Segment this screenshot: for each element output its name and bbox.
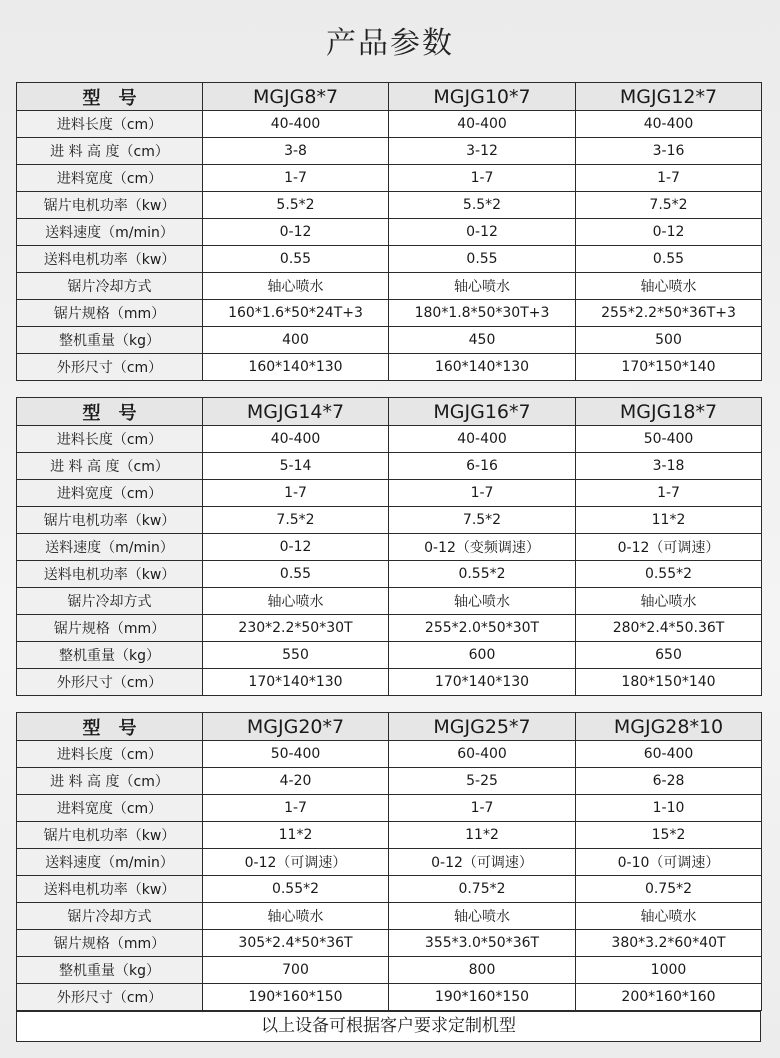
table-row <box>17 984 762 1011</box>
table-row <box>17 426 762 453</box>
param-label-weight: 整机重量（kg） <box>17 957 203 984</box>
param-value: 5.5*2 <box>203 192 389 219</box>
param-value: 700 <box>203 957 389 984</box>
param-label-feed-speed: 送料速度（m/min） <box>17 534 203 561</box>
param-label-feed-speed: 送料速度（m/min） <box>17 849 203 876</box>
param-label-dimensions: 外形尺寸（cm） <box>17 984 203 1011</box>
table-header-row <box>17 713 762 741</box>
model-header-label: 型 号 <box>17 398 203 426</box>
param-value: 0.55 <box>576 246 762 273</box>
table-row <box>17 903 762 930</box>
param-label-cooling-method: 锯片冷却方式 <box>17 903 203 930</box>
param-value: 600 <box>389 642 576 669</box>
param-value: 15*2 <box>576 822 762 849</box>
param-value: 1-7 <box>576 480 762 507</box>
param-value: 3-16 <box>576 138 762 165</box>
model-name: MGJG25*7 <box>389 713 576 741</box>
table-row <box>17 588 762 615</box>
table-row <box>17 480 762 507</box>
table-row <box>17 615 762 642</box>
param-label-blade-spec: 锯片规格（mm） <box>17 300 203 327</box>
param-label-saw-motor-power: 锯片电机功率（kw） <box>17 507 203 534</box>
table-row <box>17 219 762 246</box>
param-value: 50-400 <box>203 741 389 768</box>
param-value: 4-20 <box>203 768 389 795</box>
table-row <box>17 300 762 327</box>
param-label-feed-motor-power: 送料电机功率（kw） <box>17 561 203 588</box>
param-value: 0.55 <box>389 246 576 273</box>
param-value: 0-12（变频调速） <box>389 534 576 561</box>
param-value: 1-7 <box>203 480 389 507</box>
table-row <box>17 957 762 984</box>
param-value: 1-7 <box>389 480 576 507</box>
table-row <box>17 534 762 561</box>
param-value: 180*1.8*50*30T+3 <box>389 300 576 327</box>
model-name: MGJG10*7 <box>389 83 576 111</box>
param-value: 11*2 <box>389 822 576 849</box>
param-value: 450 <box>389 327 576 354</box>
param-value: 305*2.4*50*36T <box>203 930 389 957</box>
table-row <box>17 876 762 903</box>
table-header-row <box>17 83 762 111</box>
page-title: 产品参数 <box>326 26 454 61</box>
param-value: 170*140*130 <box>389 669 576 696</box>
param-value: 1-7 <box>389 795 576 822</box>
param-value: 200*160*160 <box>576 984 762 1011</box>
param-value: 190*160*150 <box>203 984 389 1011</box>
param-value: 650 <box>576 642 762 669</box>
model-name: MGJG8*7 <box>203 83 389 111</box>
param-value: 0-12 <box>576 219 762 246</box>
footer-note: 以上设备可根据客户要求定制机型 <box>16 1011 761 1042</box>
param-value: 1-7 <box>203 165 389 192</box>
param-value: 7.5*2 <box>576 192 762 219</box>
param-label-feed-motor-power: 送料电机功率（kw） <box>17 246 203 273</box>
table-row <box>17 111 762 138</box>
param-value: 1-7 <box>203 795 389 822</box>
param-label-cooling-method: 锯片冷却方式 <box>17 588 203 615</box>
param-value: 230*2.2*50*30T <box>203 615 389 642</box>
param-value: 7.5*2 <box>203 507 389 534</box>
param-label-feed-motor-power: 送料电机功率（kw） <box>17 876 203 903</box>
param-label-cooling-method: 锯片冷却方式 <box>17 273 203 300</box>
param-label-dimensions: 外形尺寸（cm） <box>17 669 203 696</box>
param-value: 160*140*130 <box>389 354 576 381</box>
param-label-feed-length: 进料长度（cm） <box>17 741 203 768</box>
table-row <box>17 768 762 795</box>
param-value: 0.55 <box>203 246 389 273</box>
table-row <box>17 138 762 165</box>
param-value: 6-28 <box>576 768 762 795</box>
param-value: 轴心喷水 <box>203 903 389 930</box>
param-value: 500 <box>576 327 762 354</box>
param-value: 170*140*130 <box>203 669 389 696</box>
table-row <box>17 273 762 300</box>
param-value: 60-400 <box>389 741 576 768</box>
param-value: 轴心喷水 <box>389 588 576 615</box>
param-value: 1-7 <box>576 165 762 192</box>
param-value: 5-25 <box>389 768 576 795</box>
param-value: 550 <box>203 642 389 669</box>
param-value: 1-7 <box>389 165 576 192</box>
param-value: 0-10（可调速） <box>576 849 762 876</box>
table-row <box>17 741 762 768</box>
param-value: 11*2 <box>576 507 762 534</box>
model-name: MGJG28*10 <box>576 713 762 741</box>
table-row <box>17 327 762 354</box>
param-value: 50-400 <box>576 426 762 453</box>
table-row <box>17 354 762 381</box>
table-row <box>17 507 762 534</box>
param-value: 7.5*2 <box>389 507 576 534</box>
model-name: MGJG20*7 <box>203 713 389 741</box>
table-row <box>17 822 762 849</box>
param-label-feed-height: 进 料 高 度（cm） <box>17 768 203 795</box>
param-value: 6-16 <box>389 453 576 480</box>
param-label-blade-spec: 锯片规格（mm） <box>17 930 203 957</box>
spec-table-2 <box>16 397 762 696</box>
param-value: 800 <box>389 957 576 984</box>
param-label-feed-length: 进料长度（cm） <box>17 426 203 453</box>
model-header-label: 型 号 <box>17 83 203 111</box>
param-value: 3-8 <box>203 138 389 165</box>
param-label-feed-height: 进 料 高 度（cm） <box>17 453 203 480</box>
table-row <box>17 849 762 876</box>
table-row <box>17 930 762 957</box>
param-value: 轴心喷水 <box>389 903 576 930</box>
param-value: 轴心喷水 <box>203 588 389 615</box>
param-label-feed-width: 进料宽度（cm） <box>17 165 203 192</box>
param-value: 3-12 <box>389 138 576 165</box>
param-value: 60-400 <box>576 741 762 768</box>
model-header-label: 型 号 <box>17 713 203 741</box>
param-value: 40-400 <box>576 111 762 138</box>
param-value: 0.55*2 <box>389 561 576 588</box>
param-value: 0-12 <box>203 534 389 561</box>
param-value: 160*1.6*50*24T+3 <box>203 300 389 327</box>
param-value: 40-400 <box>203 111 389 138</box>
param-value: 0-12 <box>203 219 389 246</box>
param-label-feed-height: 进 料 高 度（cm） <box>17 138 203 165</box>
param-value: 170*150*140 <box>576 354 762 381</box>
model-name: MGJG18*7 <box>576 398 762 426</box>
param-value: 0.75*2 <box>389 876 576 903</box>
param-label-saw-motor-power: 锯片电机功率（kw） <box>17 192 203 219</box>
param-value: 40-400 <box>389 111 576 138</box>
param-value: 280*2.4*50.36T <box>576 615 762 642</box>
param-label-blade-spec: 锯片规格（mm） <box>17 615 203 642</box>
param-value: 0-12（可调速） <box>576 534 762 561</box>
table-row <box>17 165 762 192</box>
param-value: 1-10 <box>576 795 762 822</box>
param-value: 5.5*2 <box>389 192 576 219</box>
param-value: 轴心喷水 <box>576 273 762 300</box>
param-value: 1000 <box>576 957 762 984</box>
model-name: MGJG16*7 <box>389 398 576 426</box>
table-header-row <box>17 398 762 426</box>
param-value: 190*160*150 <box>389 984 576 1011</box>
param-label-saw-motor-power: 锯片电机功率（kw） <box>17 822 203 849</box>
param-label-feed-width: 进料宽度（cm） <box>17 480 203 507</box>
param-value: 3-18 <box>576 453 762 480</box>
param-value: 0-12 <box>389 219 576 246</box>
param-value: 255*2.2*50*36T+3 <box>576 300 762 327</box>
param-label-weight: 整机重量（kg） <box>17 642 203 669</box>
spec-table-3 <box>16 712 762 1011</box>
param-value: 轴心喷水 <box>576 903 762 930</box>
param-value: 轴心喷水 <box>389 273 576 300</box>
table-row <box>17 561 762 588</box>
param-value: 255*2.0*50*30T <box>389 615 576 642</box>
param-value: 0.55*2 <box>576 561 762 588</box>
param-value: 轴心喷水 <box>576 588 762 615</box>
param-value: 40-400 <box>389 426 576 453</box>
param-value: 11*2 <box>203 822 389 849</box>
param-value: 0-12（可调速） <box>389 849 576 876</box>
param-value: 0.75*2 <box>576 876 762 903</box>
spec-table-1 <box>16 82 762 381</box>
table-row <box>17 246 762 273</box>
param-value: 0-12（可调速） <box>203 849 389 876</box>
table-row <box>17 453 762 480</box>
model-name: MGJG14*7 <box>203 398 389 426</box>
table-row <box>17 192 762 219</box>
table-row <box>17 642 762 669</box>
param-value: 40-400 <box>203 426 389 453</box>
param-value: 160*140*130 <box>203 354 389 381</box>
param-value: 380*3.2*60*40T <box>576 930 762 957</box>
param-label-feed-speed: 送料速度（m/min） <box>17 219 203 246</box>
table-row <box>17 669 762 696</box>
param-label-feed-length: 进料长度（cm） <box>17 111 203 138</box>
param-label-feed-width: 进料宽度（cm） <box>17 795 203 822</box>
model-name: MGJG12*7 <box>576 83 762 111</box>
param-value: 轴心喷水 <box>203 273 389 300</box>
param-label-dimensions: 外形尺寸（cm） <box>17 354 203 381</box>
param-value: 180*150*140 <box>576 669 762 696</box>
table-row <box>17 795 762 822</box>
param-label-weight: 整机重量（kg） <box>17 327 203 354</box>
param-value: 0.55*2 <box>203 876 389 903</box>
param-value: 355*3.0*50*36T <box>389 930 576 957</box>
param-value: 5-14 <box>203 453 389 480</box>
param-value: 400 <box>203 327 389 354</box>
param-value: 0.55 <box>203 561 389 588</box>
